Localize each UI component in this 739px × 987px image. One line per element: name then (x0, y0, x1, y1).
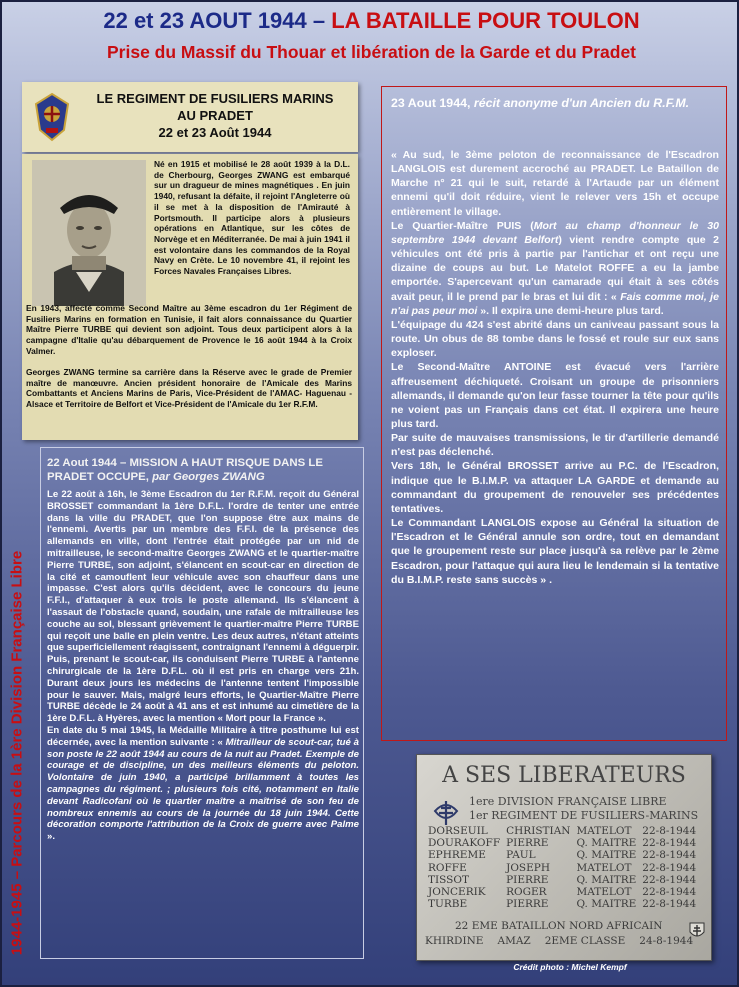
plaque-division: 1ere DIVISION FRANÇAISE LIBRE (469, 795, 667, 808)
page-subtitle: Prise du Massif du Thouar et libération de la Garde et du Pradet (107, 42, 636, 62)
regiment-box (22, 82, 358, 152)
plaque-name-cell: Q. MAITRE (576, 873, 637, 886)
plaque-last-cell: 2EME CLASSE (544, 935, 626, 947)
plaque-name-row (425, 874, 699, 886)
mission-paragraph-1: Le 22 août à 16h, le 3ème Escadron du 1er R.F.M. reçoit du Général BROSSET commandant la 1ère D.F.L. l'ordre de tenter une entrée dans la ville du PRADET, que l'on suppose être aux mains de l'ennemi. Avertis par un membre des F.F.I. de la présence des allemands en ville, dont l'entrée était protégée par un nid de mitrailleuse, le second-maître Georges ZWANG et le quartier-maître Pierre TURBE, son adjoint, s'élancent en scout-car en direction de la cité et camouflent leur véhicule avec son chauffeur dans une impasse. C'est alors qu'ils décident, avec le concours du jeune F.F.I., d'attaquer à eux trois le poste allemand. Ils s'élancent à l'assaut de l'obstacle quand, soudain, une rafale de mitrailleuse les couche au sol, blessant grièvement le quartier-maître Pierre TURBE qui reçoit une balle en plein ventre. Les deux autres, n'étant atteints que superficiellement réagissent, contraignant l'ennemi à déguerpir. Puis, prenant le scout-car, ils conduisent Pierre TURBE à l'antenne chirurgicale de la 1ère D.F.L. où il est pris en charge vers 21h. Durant deux jours les médecins de l'antenne tentent l'impossible pour le sauver. Mais, malgré leurs efforts, le Quartier-Maître Pierre TURBE décède le 24 août à 41 ans et est inhumé au cimetière de la 1ère D.F.L. à Hyères, avec la mention « Mort pour la France ». (47, 489, 359, 725)
lorraine-cross-icon (429, 795, 463, 829)
plaque-name-cell: PIERRE (506, 873, 549, 886)
regiment-line-1: LE REGIMENT DE FUSILIERS MARINS (96, 91, 334, 106)
recit-source: récit anonyme d'un Ancien du R.F.M. (473, 96, 690, 110)
mission-paragraph-2 (47, 725, 359, 843)
memorial-plaque (416, 754, 712, 961)
plaque-name-cell: TURBE (428, 898, 468, 911)
plaque-name-cell: 22-8-1944 (642, 825, 697, 837)
plaque-name-cell: MATELOT (576, 886, 632, 899)
plaque-last-name (425, 935, 707, 947)
mission-author: par Georges ZWANG (152, 471, 265, 483)
plaque-names (425, 825, 699, 910)
mission-citation-intro: En date du 5 mai 1945, la Médaille Militaire à titre posthume lui est décernée, avec la mention suivante : « (47, 724, 359, 748)
mission-title (47, 456, 359, 484)
recit-p2-quote: Fais comme moi, je n'ai pas peur moi (391, 290, 719, 317)
plaque-name-cell: DOURAKOFF (428, 837, 501, 850)
recit-paragraph-3: L'équipage du 424 s'est abrité dans un caniveau passant sous la route. Un obus de 88 tombe dans le fossé et roule sur eux sans exploser. (391, 318, 719, 360)
plaque-name-cell: 22-8-1944 (642, 849, 697, 862)
plaque-name-row (425, 837, 699, 849)
plaque-name-cell: Q. MAITRE (576, 837, 637, 850)
plaque-name-cell: PAUL (506, 849, 536, 862)
plaque-name-row (425, 886, 699, 898)
recit-p2-italic: Mort au champ d'honneur le 30 septembre 1944 devant Belfort (391, 219, 719, 246)
plaque-name-cell: ROGER (506, 886, 547, 899)
plaque-name-cell: JOSEPH (506, 861, 551, 874)
mission-title-text: 22 Aout 1944 – MISSION A HAUT RISQUE DANS LE PRADET OCCUPE, (47, 457, 323, 483)
regiment-line-2: AU PRADET (177, 108, 253, 123)
plaque-name-cell: 22-8-1944 (642, 873, 697, 886)
photo-credit: Crédit photo : Michel Kempf (513, 962, 627, 972)
recit-box (381, 86, 727, 741)
recit-body (391, 148, 719, 587)
plaque-name-cell: 22-8-1944 (642, 886, 697, 899)
plaque-last-cell: KHIRDINE (425, 935, 484, 947)
recit-heading (391, 95, 719, 111)
plaque-name-row (425, 862, 699, 874)
plaque-name-cell: Q. MAITRE (576, 849, 637, 862)
mission-box (40, 447, 364, 959)
bio-paragraph-2: En 1943, affecté comme Second Maître au 3ème escadron du 1er Régiment de Fusiliers Marins en formation en Tunisie, il fait alors connaissance du Quartier Maître Pierre TURBE qui devient son adjoint. Tous deux participent alors à la campagne d'Italie qu'au débarquement de Provence le 16 août 1944 à la Croix Valmer. (26, 303, 352, 356)
recit-p2-a: Le Quartier-Maître PUIS ( (391, 219, 534, 232)
plaque-battalion: 22 EME BATAILLON NORD AFRICAIN (455, 920, 663, 932)
recit-paragraph-2 (391, 219, 719, 318)
plaque-last-cell: 24-8-1944 (639, 935, 694, 947)
recit-p2-c: ». Il expira une demi-heure plus tard. (477, 304, 664, 317)
plaque-name-cell: ROFFE (428, 861, 467, 874)
plaque-name-cell: 22-8-1944 (642, 898, 697, 911)
regiment-insignia-icon (30, 90, 74, 144)
plaque-name-cell: DORSEUIL (428, 825, 488, 837)
recit-paragraph-5: Par suite de mauvaises transmissions, le tir d'artillerie demandé n'est pas déclenché. (391, 432, 719, 459)
bio-paragraph-1: Né en 1915 et mobilisé le 28 août 1939 à la D.L. de Cherbourg, Georges ZWANG est embarqué sur un dragueur de mines magnétiques . En juin 1940, refusant la défaite, il rejoint l'Angleterre où il se met à la disposition de l'Amirauté à Portsmouth. Il participe alors à plusieurs opérations en Atlantique, sur les côtes de Norvège et en Méditerranée. De mai à juin 1941 il est volontaire dans les commandos de la Royal Navy en Crète. Le 10 novembre 41, il rejoint les Forces Navales Françaises Libres. (154, 159, 350, 277)
title-battle: LA BATAILLE POUR TOULON (331, 8, 640, 33)
shield-icon (687, 921, 707, 941)
plaque-last-cell: AMAZ (497, 935, 531, 947)
plaque-title: A SES LIBERATEURS (442, 763, 686, 788)
plaque-name-cell: Q. MAITRE (576, 898, 637, 911)
regiment-heading (80, 90, 350, 141)
page-title (2, 8, 739, 34)
plaque-name-cell: PIERRE (506, 837, 549, 850)
plaque-name-cell: MATELOT (576, 825, 632, 837)
bio-paragraph-3: Georges ZWANG termine sa carrière dans la Réserve avec le grade de Premier maître de manœuvre. Ancien président honoraire de l'Amicale des Marins Combattants et Anciens Marins de Paris, Vice-Président de l'AMAC- Haguenau -Alsace et Territoire de Belfort et Vice-Président de l'Amicale du 1er R.F.M. (26, 367, 352, 410)
regiment-line-3: 22 et 23 Août 1944 (158, 125, 272, 140)
plaque-name-cell: CHRISTIAN (506, 825, 571, 837)
recit-p2-b: ) vient rendre compte que 2 véhicules ont été pris à partie par l'antichar et ont reçu une dizaine de coups au but. Le Matelot ROFFE a eu la jambe emportée. S'apercevant qu'un camarade qui était à ses côtés avait peur, il le prend par le bras et lui dit : « (391, 233, 720, 303)
mission-citation-end: ». (47, 831, 56, 843)
plaque-name-cell: 22-8-1944 (642, 837, 697, 850)
plaque-name-cell: EPHREME (428, 849, 486, 862)
mission-body (47, 489, 359, 843)
plaque-name-row (425, 849, 699, 861)
sidebar (6, 522, 28, 984)
title-date: 22 et 23 AOUT 1944 – (103, 8, 332, 33)
plaque-name-cell: 22-8-1944 (642, 861, 697, 874)
plaque-name-row (425, 825, 699, 837)
plaque-name-cell: PIERRE (506, 898, 549, 911)
recit-date: 23 Aout 1944, (391, 96, 474, 110)
plaque-name-cell: JONCERIK (428, 886, 486, 899)
plaque-name-cell: MATELOT (576, 861, 632, 874)
recit-paragraph-6: Vers 18h, le Général BROSSET arrive au P.C. de l'Escadron, indique que le B.I.M.P. va attaquer LA GARDE et demande au commandant du groupement de renouveler ses précédentes tentatives. (391, 460, 719, 515)
plaque-regiment: 1er REGIMENT DE FUSILIERS-MARINS (469, 809, 699, 822)
recit-paragraph-7: Le Commandant LANGLOIS expose au Général la situation de l'Escadron et le Général annule son ordre, tout en demandant que le groupement reste sur place jusqu'à sa relève par le 2ème Escadron, pour l'attaque qui aura lieu le lendemain si la tentative du B.I.M.P. reste sans succès » . (391, 517, 719, 586)
portrait-photo (32, 160, 146, 306)
plaque-name-row (425, 898, 699, 910)
sidebar-text: 1944-1945 – Parcours de la 1ère Division Française Libre (8, 550, 26, 956)
recit-paragraph-4: Le Second-Maître ANTOINE est évacué vers l'arrière affreusement déchiqueté. Croisant un groupe de prisonniers allemands, il demande qu'on leur fasse tourner la tête pour qu'ils ne voient pas un Français dans cet état. Il expirera une heure plus tard. (391, 361, 719, 430)
recit-paragraph-1: « Au sud, le 3ème peloton de reconnaissance de l'Escadron LANGLOIS est durement accroché au PRADET. Le Bataillon de Marche n° 21 qui le suit, retardé à l'Artaude par un élément ennemi qu'il doit réduire, vient le relever vers 15h et occupe entièrement le village. (391, 149, 719, 218)
biography-box (22, 154, 358, 440)
plaque-name-cell: TISSOT (428, 873, 469, 886)
mission-citation-quote: Mitrailleur de scout-car, tué à son poste le 22 août 1944 au cours de la nuit au Pradet. Exemple de courage et de discipline, un des meilleurs éléments du peloton. Volontaire de juin 1940, a participé brillamment à toutes les campagnes du régiment. ; plusieurs fois cité, notamment en Italie devant Radicofani où le quartier maître a maîtrisé de son feu de nombreux ennemis au cours de la journée du 18 juin 1944. Cette décoration comporte l'attribution de la Croix de guerre avec Palme (47, 736, 359, 831)
